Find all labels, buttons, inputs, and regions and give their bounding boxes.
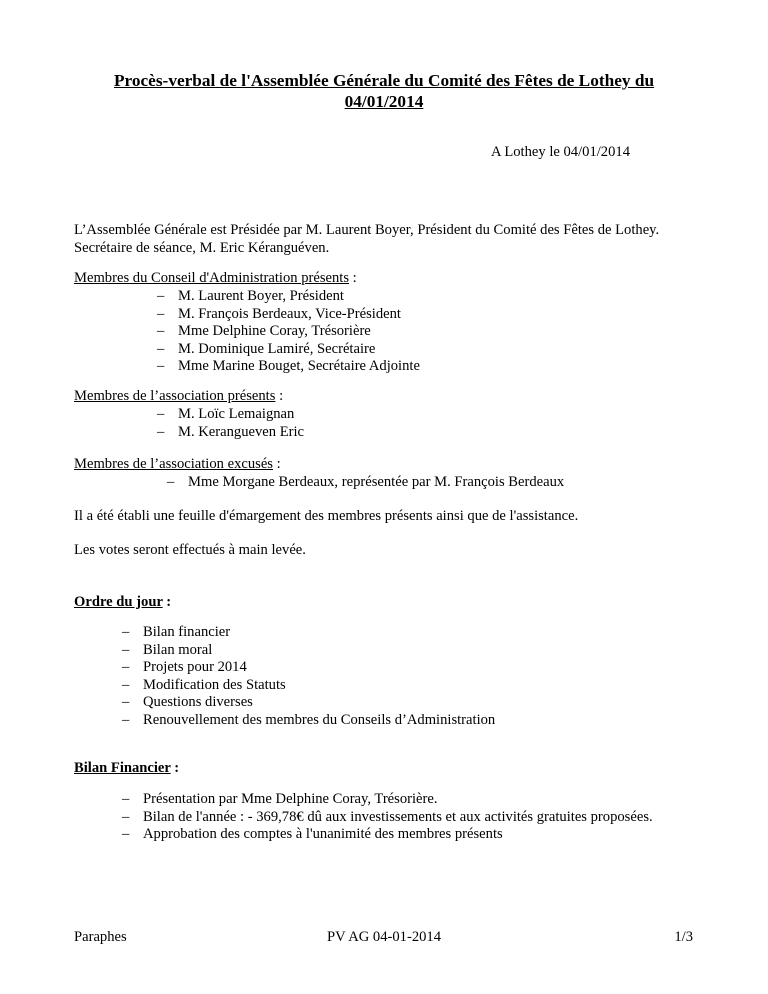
list-item bbox=[122, 641, 495, 659]
dash-bullet: – bbox=[157, 358, 165, 375]
financial-list bbox=[122, 790, 653, 843]
agenda-heading bbox=[74, 593, 714, 611]
financial-heading-suffix: : bbox=[170, 760, 180, 776]
agenda-item: Questions diverses bbox=[143, 694, 253, 711]
dash-bullet: – bbox=[167, 474, 175, 490]
list-item bbox=[122, 808, 653, 826]
intro-line-2: Secrétaire de séance, M. Eric Kéranguéven. bbox=[74, 240, 330, 256]
dash-bullet: – bbox=[122, 826, 130, 843]
list-item bbox=[122, 658, 495, 676]
dash-bullet: – bbox=[157, 406, 165, 422]
list-item bbox=[157, 322, 420, 340]
list-item bbox=[157, 357, 420, 375]
dash-bullet: – bbox=[122, 676, 130, 693]
board-heading bbox=[74, 269, 714, 287]
place-date: A Lothey le 04/01/2014 bbox=[490, 144, 630, 160]
attendance-note: Il a été établi une feuille d'émargement des membres présents ainsi que de l'assistance. bbox=[74, 508, 579, 524]
financial-item: Présentation par Mme Delphine Coray, Trésorière. bbox=[143, 791, 438, 807]
financial-item: Approbation des comptes à l'unanimité des membres présents bbox=[143, 826, 503, 843]
present-members-list bbox=[157, 405, 305, 440]
board-heading-suffix: : bbox=[349, 270, 357, 286]
intro-line-1: L’Assemblée Générale est Présidée par M. Laurent Boyer, Président du Comité des Fêtes de Lothey. bbox=[74, 222, 660, 238]
title-line-1: Procès-verbal de l'Assemblée Générale du Comité des Fêtes de Lothey du bbox=[113, 71, 655, 90]
member-name: Mme Marine Bouget, Secrétaire Adjointe bbox=[178, 358, 420, 375]
document-title bbox=[60, 70, 708, 112]
intro-paragraph bbox=[74, 221, 714, 257]
dash-bullet: – bbox=[157, 323, 165, 340]
footer-initials: Paraphes bbox=[74, 929, 127, 945]
dash-bullet: – bbox=[157, 288, 165, 304]
dash-bullet: – bbox=[122, 808, 130, 825]
list-item bbox=[122, 825, 653, 843]
dash-bullet: – bbox=[157, 340, 165, 357]
dash-bullet: – bbox=[157, 423, 165, 440]
financial-item: Bilan de l'année : - 369,78€ dû aux investissements et aux activités gratuites proposées. bbox=[143, 808, 653, 825]
board-heading-label: Membres du Conseil d'Administration présents bbox=[74, 270, 350, 286]
agenda-item: Bilan moral bbox=[143, 641, 213, 658]
dash-bullet: – bbox=[122, 694, 130, 711]
agenda-item: Modification des Statuts bbox=[143, 676, 286, 693]
list-item bbox=[122, 693, 495, 711]
agenda-list bbox=[122, 623, 496, 729]
list-item bbox=[157, 340, 420, 358]
dash-bullet: – bbox=[122, 659, 130, 676]
member-name: Mme Morgane Berdeaux, représentée par M. François Berdeaux bbox=[188, 474, 565, 490]
agenda-heading-label: Ordre du jour bbox=[74, 594, 163, 610]
agenda-item: Bilan financier bbox=[143, 624, 231, 640]
list-item bbox=[157, 305, 420, 323]
present-heading-label: Membres de l’association présents bbox=[74, 388, 276, 404]
vote-note: Les votes seront effectués à main levée. bbox=[74, 542, 306, 558]
financial-heading-label: Bilan Financier bbox=[74, 760, 171, 776]
list-item bbox=[167, 473, 565, 491]
agenda-heading-suffix: : bbox=[162, 594, 172, 610]
excused-heading-suffix: : bbox=[272, 456, 281, 472]
excused-members-list bbox=[167, 473, 565, 491]
list-item bbox=[157, 405, 304, 423]
dash-bullet: – bbox=[122, 791, 130, 807]
member-name: M. Loïc Lemaignan bbox=[178, 406, 295, 422]
financial-heading bbox=[74, 759, 714, 777]
title-line-2: 04/01/2014 bbox=[344, 92, 424, 111]
list-item bbox=[122, 790, 653, 808]
list-item bbox=[122, 676, 495, 694]
excused-heading bbox=[74, 455, 714, 473]
agenda-item: Projets pour 2014 bbox=[143, 659, 247, 676]
excused-heading-label: Membres de l’association excusés bbox=[74, 456, 273, 472]
list-item bbox=[122, 711, 496, 729]
dash-bullet: – bbox=[122, 641, 130, 658]
dash-bullet: – bbox=[157, 305, 165, 322]
board-members-list bbox=[157, 287, 420, 375]
member-name: M. François Berdeaux, Vice-Président bbox=[178, 305, 401, 322]
dash-bullet: – bbox=[122, 711, 130, 728]
present-heading bbox=[74, 387, 714, 405]
member-name: M. Kerangueven Eric bbox=[178, 423, 305, 440]
agenda-item: Renouvellement des membres du Conseils d’Administration bbox=[143, 711, 496, 728]
list-item bbox=[157, 287, 420, 305]
member-name: M. Dominique Lamiré, Secrétaire bbox=[178, 340, 376, 357]
list-item bbox=[157, 423, 305, 441]
member-name: M. Laurent Boyer, Président bbox=[178, 288, 344, 304]
footer-document-ref: PV AG 04-01-2014 bbox=[326, 929, 442, 945]
present-heading-suffix: : bbox=[275, 388, 284, 404]
member-name: Mme Delphine Coray, Trésorière bbox=[178, 323, 371, 340]
footer-page-number: 1/3 bbox=[674, 929, 693, 945]
list-item bbox=[122, 623, 495, 641]
dash-bullet: – bbox=[122, 624, 130, 640]
